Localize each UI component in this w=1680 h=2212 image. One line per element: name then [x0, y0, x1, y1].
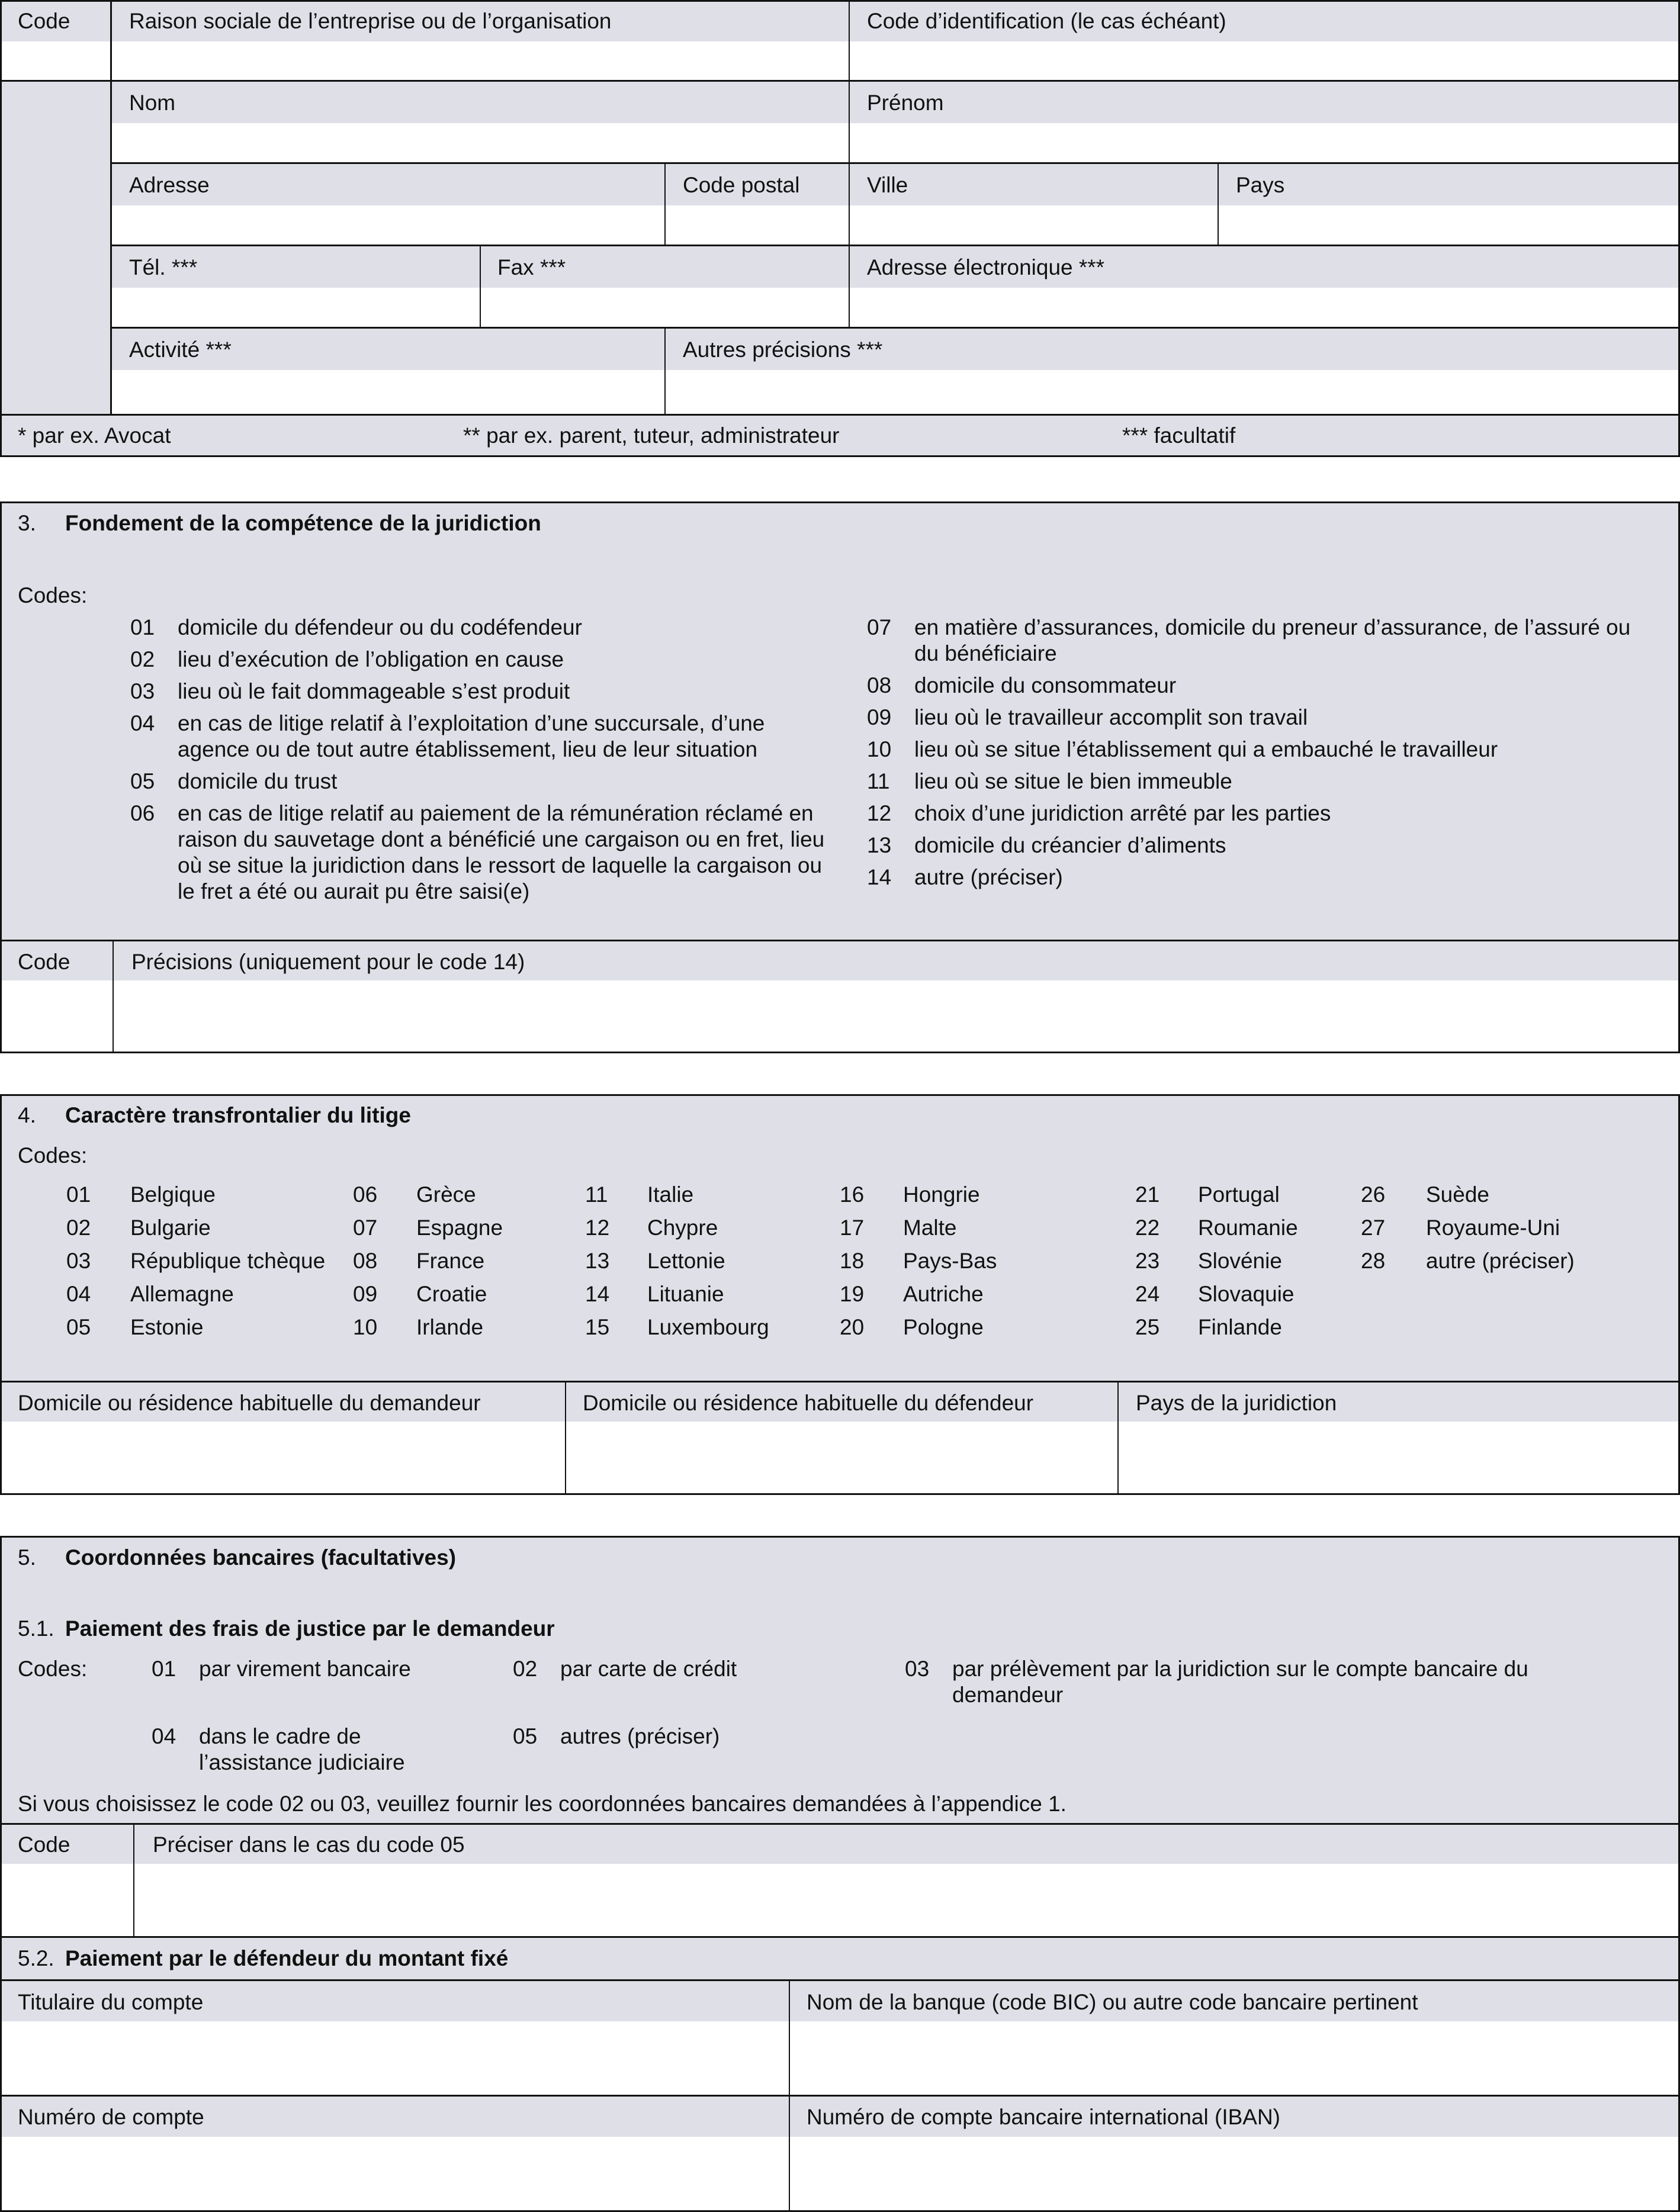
email-label: Adresse électronique *** [867, 255, 1105, 279]
code-description: en cas de litige relatif au paiement de la rémunération réclamé en raison du sauvetage dont a bénéficié une cargaison ou en fret, lieu où se situe la juridiction dans le ressort de laquelle la cargaison ou le fret a été ou aurait pu être saisi(e) [178, 801, 825, 904]
country-code: 20 [840, 1315, 865, 1339]
code-description: lieu où le fait dommageable s’est produit [178, 679, 570, 703]
divider [0, 940, 1680, 941]
divider [0, 1823, 1680, 1825]
country-name: Lettonie [647, 1249, 725, 1273]
country-code: 16 [840, 1182, 865, 1207]
precisions-label: Précisions (uniquement pour le code 14) [131, 950, 525, 974]
country-code: 28 [1361, 1249, 1386, 1273]
divider [1218, 164, 1219, 245]
country-name: Allemagne [130, 1282, 234, 1306]
country-name: Portugal [1198, 1182, 1280, 1207]
code-number: 12 [867, 801, 892, 825]
code-description: lieu où le travailleur accomplit son travail [914, 705, 1308, 729]
code-label: Code [18, 950, 70, 974]
country-name: Belgique [130, 1182, 216, 1207]
country-code: 07 [353, 1216, 378, 1240]
code-description: autre (préciser) [914, 865, 1063, 889]
country-code: 06 [353, 1182, 378, 1207]
divider [0, 1936, 1680, 1938]
country-code: 10 [353, 1315, 378, 1339]
country-code: 01 [66, 1182, 91, 1207]
code-label: Code [18, 1832, 70, 1857]
numero-compte-label: Numéro de compte [18, 2105, 204, 2129]
banque-label: Nom de la banque (code BIC) ou autre code bancaire pertinent [807, 1990, 1418, 2014]
country-code: 17 [840, 1216, 865, 1240]
country-code: 24 [1135, 1282, 1160, 1306]
footnote-3: *** facultatif [1122, 423, 1236, 448]
divider [111, 162, 1680, 164]
codes-label: Codes: [18, 583, 88, 607]
country-code: 26 [1361, 1182, 1386, 1207]
divider [0, 414, 1680, 416]
raison-sociale-label: Raison sociale de l’entreprise ou de l’organisation [129, 9, 612, 33]
payment-code-number: 05 [513, 1724, 538, 1748]
country-name: Hongrie [903, 1182, 980, 1207]
divider [113, 940, 114, 1052]
divider [480, 246, 481, 327]
titulaire-label: Titulaire du compte [18, 1990, 204, 2014]
footnote-2: ** par ex. parent, tuteur, administrateur [463, 423, 840, 448]
country-code: 12 [585, 1216, 610, 1240]
code-description: domicile du trust [178, 769, 338, 793]
country-name: Irlande [416, 1315, 484, 1339]
country-code: 18 [840, 1249, 865, 1273]
country-code: 23 [1135, 1249, 1160, 1273]
outer-border [0, 0, 1680, 457]
country-code: 02 [66, 1216, 91, 1240]
code-description: lieu où se situe l’établissement qui a embauché le travailleur [914, 737, 1498, 761]
country-name: Suède [1426, 1182, 1489, 1207]
country-name: Slovaquie [1198, 1282, 1294, 1306]
country-code: 15 [585, 1315, 610, 1339]
country-code: 13 [585, 1249, 610, 1273]
country-name: Royaume-Uni [1426, 1216, 1560, 1240]
code-number: 04 [130, 711, 155, 735]
section-4-title: Caractère transfrontalier du litige [65, 1103, 411, 1127]
country-name: Espagne [416, 1216, 503, 1240]
code-description: en matière d’assurances, domicile du preneur d’assurance, de l’assuré ou du bénéficiaire [914, 615, 1631, 665]
code-number: 10 [867, 737, 892, 761]
country-name: Roumanie [1198, 1216, 1298, 1240]
section-3-border [0, 501, 1680, 1053]
ville-label: Ville [867, 173, 908, 197]
subsection-5-2-title: Paiement par le défendeur du montant fixé [65, 1946, 509, 1970]
country-code: 03 [66, 1249, 91, 1273]
pays-juridiction-label: Pays de la juridiction [1136, 1391, 1337, 1415]
code-number: 02 [130, 647, 155, 671]
codes-label: Codes: [18, 1657, 88, 1681]
country-name: Chypre [647, 1216, 718, 1240]
country-name: Estonie [130, 1315, 204, 1339]
country-code: 14 [585, 1282, 610, 1306]
code-number: 09 [867, 705, 892, 729]
code-identification-label: Code d’identification (le cas échéant) [867, 9, 1226, 33]
code-number: 03 [130, 679, 155, 703]
code-number: 13 [867, 833, 892, 857]
country-name: Malte [903, 1216, 957, 1240]
country-code: 25 [1135, 1315, 1160, 1339]
payment-code-number: 04 [152, 1724, 176, 1748]
footnote-1: * par ex. Avocat [18, 423, 171, 448]
section-5-border [0, 1536, 1680, 2212]
bank-details-note: Si vous choisissez le code 02 ou 03, veuillez fournir les coordonnées bancaires demandées à l’appendice 1. [18, 1792, 1067, 1816]
country-name: Grèce [416, 1182, 476, 1207]
country-name: Croatie [416, 1282, 487, 1306]
autres-precisions-label: Autres précisions *** [683, 337, 883, 362]
demandeur-domicile-label: Domicile ou résidence habituelle du demandeur [18, 1391, 481, 1415]
divider [0, 80, 1680, 82]
country-name: Pays-Bas [903, 1249, 997, 1273]
subsection-5-2-number: 5.2. [18, 1946, 54, 1970]
divider [111, 245, 1680, 246]
subsection-5-1-title: Paiement des frais de justice par le demandeur [65, 1616, 555, 1641]
code-description: lieu où se situe le bien immeuble [914, 769, 1232, 793]
code-number: 08 [867, 673, 892, 697]
country-name: Autriche [903, 1282, 984, 1306]
code-number: 14 [867, 865, 892, 889]
country-name: Finlande [1198, 1315, 1282, 1339]
pays-label: Pays [1236, 173, 1285, 197]
country-name: Italie [647, 1182, 694, 1207]
country-code: 08 [353, 1249, 378, 1273]
section-3-number: 3. [18, 511, 36, 535]
payment-code-text: dans le cadre de l’assistance judiciaire [199, 1724, 405, 1775]
code-number: 07 [867, 615, 892, 639]
code-postal-label: Code postal [683, 173, 800, 197]
payment-code-text: par carte de crédit [560, 1657, 737, 1681]
subsection-5-1-number: 5.1. [18, 1616, 54, 1641]
divider [664, 329, 666, 414]
code-description: en cas de litige relatif à l’exploitation d’une succursale, d’une agence ou de tout autre établissement, lieu de leur situation [178, 711, 765, 761]
country-code: 05 [66, 1315, 91, 1339]
payment-code-number: 03 [905, 1657, 930, 1681]
code-label: Code [18, 9, 70, 33]
divider [0, 1979, 1680, 1981]
code-number: 11 [867, 769, 890, 793]
payment-code-number: 02 [513, 1657, 538, 1681]
country-name: France [416, 1249, 485, 1273]
code-description: choix d’une juridiction arrêté par les parties [914, 801, 1331, 825]
divider [664, 164, 666, 245]
defendeur-domicile-label: Domicile ou résidence habituelle du défendeur [583, 1391, 1034, 1415]
divider [849, 0, 850, 329]
codes-label: Codes: [18, 1143, 88, 1168]
divider [110, 0, 112, 414]
section-4-border [0, 1094, 1680, 1495]
divider [111, 327, 1680, 329]
code-number: 06 [130, 801, 155, 825]
section-3-title: Fondement de la compétence de la juridiction [65, 511, 541, 535]
payment-code-number: 01 [152, 1657, 176, 1681]
country-code: 27 [1361, 1216, 1386, 1240]
code-number: 05 [130, 769, 155, 793]
preciser-label: Préciser dans le cas du code 05 [153, 1832, 465, 1857]
code-description: domicile du défendeur ou du codéfendeur [178, 615, 582, 639]
section-5-number: 5. [18, 1545, 36, 1570]
divider [565, 1381, 566, 1493]
country-code: 09 [353, 1282, 378, 1306]
tel-label: Tél. *** [129, 255, 198, 279]
fax-label: Fax *** [497, 255, 566, 279]
country-code: 22 [1135, 1216, 1160, 1240]
payment-code-text: par prélèvement par la juridiction sur le compte bancaire du demandeur [952, 1657, 1528, 1708]
iban-label: Numéro de compte bancaire international (IBAN) [807, 2105, 1280, 2129]
country-code: 04 [66, 1282, 91, 1306]
country-name: Pologne [903, 1315, 984, 1339]
country-code: 19 [840, 1282, 865, 1306]
country-name: Luxembourg [647, 1315, 769, 1339]
code-description: lieu d’exécution de l’obligation en cause [178, 647, 564, 671]
activite-label: Activité *** [129, 337, 232, 362]
section-4-number: 4. [18, 1103, 36, 1127]
payment-code-text: autres (préciser) [560, 1724, 720, 1748]
divider [789, 1979, 790, 2212]
code-number: 01 [130, 615, 155, 639]
country-code: 11 [585, 1182, 608, 1207]
divider [1117, 1381, 1119, 1493]
prenom-label: Prénom [867, 91, 944, 115]
country-name: République tchèque [130, 1249, 326, 1273]
country-name: Bulgarie [130, 1216, 211, 1240]
country-code: 21 [1135, 1182, 1160, 1207]
divider [0, 1381, 1680, 1382]
divider [133, 1823, 134, 1937]
country-name: autre (préciser) [1426, 1249, 1575, 1273]
code-description: domicile du créancier d’aliments [914, 833, 1226, 857]
divider [0, 2095, 1680, 2097]
country-name: Slovénie [1198, 1249, 1282, 1273]
section-5-title: Coordonnées bancaires (facultatives) [65, 1545, 457, 1570]
code-description: domicile du consommateur [914, 673, 1177, 697]
country-name: Lituanie [647, 1282, 724, 1306]
payment-code-text: par virement bancaire [199, 1657, 411, 1681]
adresse-label: Adresse [129, 173, 210, 197]
nom-label: Nom [129, 91, 176, 115]
